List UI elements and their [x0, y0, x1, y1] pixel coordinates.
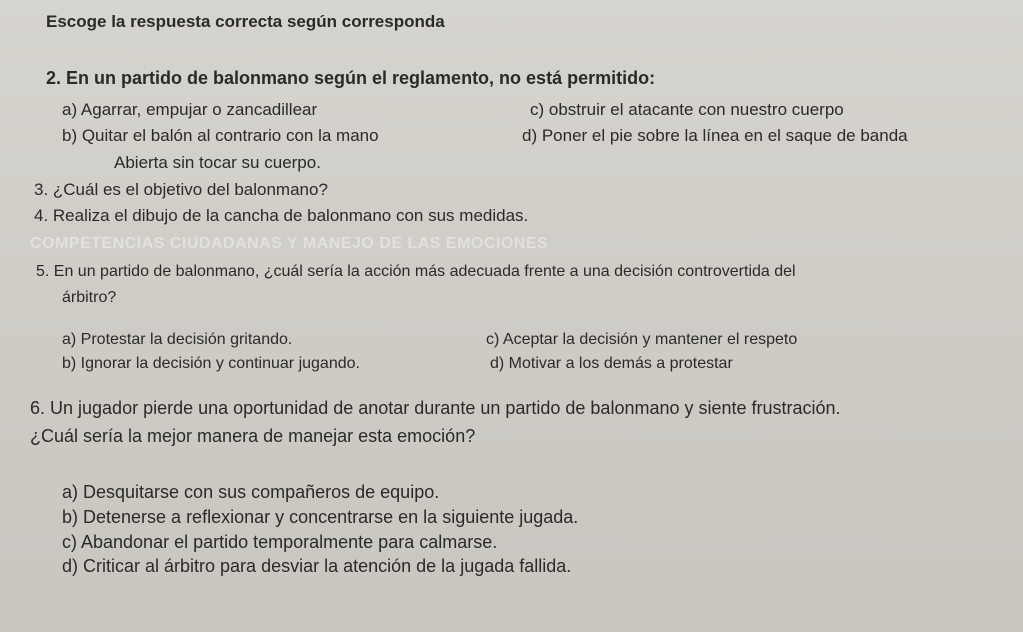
q6-option-c: c) Abandonar el partido temporalmente para calmarse.: [62, 532, 498, 552]
question-4: 4. Realiza el dibujo de la cancha de balonmano con sus medidas.: [34, 206, 529, 225]
q6-option-d: d) Criticar al árbitro para desviar la atención de la jugada fallida.: [62, 556, 572, 576]
q2-option-c: c) obstruir el atacante con nuestro cuerpo: [530, 100, 844, 119]
q2-option-b: b) Quitar el balón al contrario con la mano: [62, 126, 379, 145]
q5-option-d: d) Motivar a los demás a protestar: [490, 355, 733, 372]
q2-option-d: d) Poner el pie sobre la línea en el saque de banda: [522, 126, 908, 145]
q5-option-a: a) Protestar la decisión gritando.: [62, 331, 293, 348]
q2-option-b-continuation: Abierta sin tocar su cuerpo.: [114, 153, 321, 172]
q5-option-b: b) Ignorar la decisión y continuar jugando.: [62, 355, 360, 372]
question-3: 3. ¿Cuál es el objetivo del balonmano?: [34, 180, 328, 199]
question-5-line1: 5. En un partido de balonmano, ¿cuál sería la acción más adecuada frente a una decisión controvertida del: [36, 263, 796, 280]
section-title: COMPETENCIAS CIUDADANAS Y MANEJO DE LAS EMOCIONES: [30, 235, 549, 252]
q2-option-a: a) Agarrar, empujar o zancadillear: [62, 100, 318, 119]
question-2: 2. En un partido de balonmano según el reglamento, no está permitido:: [46, 68, 656, 88]
instruction-heading: Escoge la respuesta correcta según corresponda: [46, 12, 445, 31]
question-6-line2: ¿Cuál sería la mejor manera de manejar esta emoción?: [30, 426, 476, 446]
q6-option-b: b) Detenerse a reflexionar y concentrarse en la siguiente jugada.: [62, 507, 579, 527]
question-6-line1: 6. Un jugador pierde una oportunidad de anotar durante un partido de balonmano y siente frustración.: [30, 398, 841, 418]
question-5-line2: árbitro?: [62, 289, 117, 306]
q6-option-a: a) Desquitarse con sus compañeros de equipo.: [62, 482, 440, 502]
q5-option-c: c) Aceptar la decisión y mantener el respeto: [486, 331, 798, 348]
